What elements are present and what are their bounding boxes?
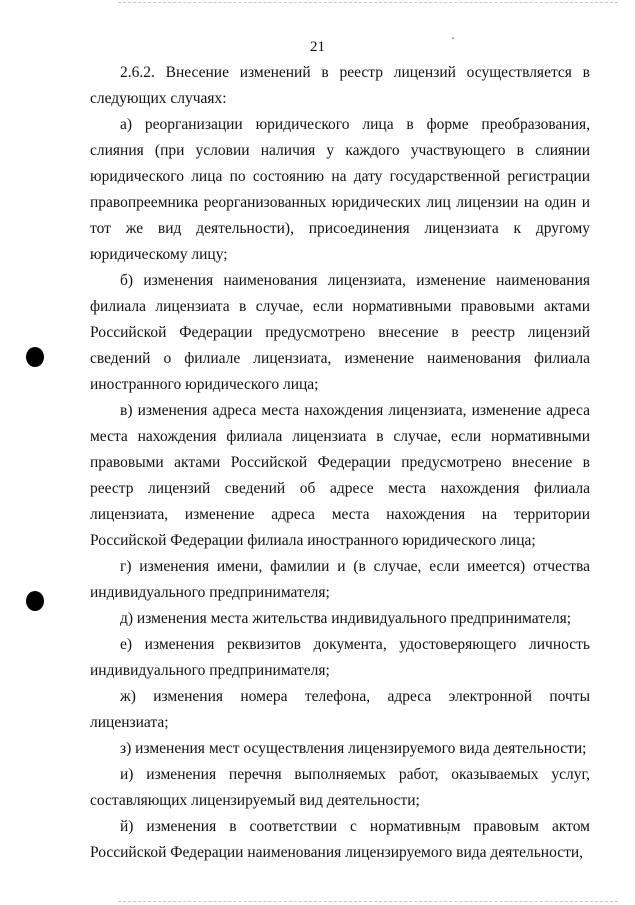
punch-hole-mark xyxy=(26,591,44,611)
page-number: 21 xyxy=(310,39,325,55)
paragraph-item-zh: ж) изменения номера телефона, адреса электронной почты лицензиата; xyxy=(90,688,590,731)
paragraph-item-a: а) реорганизации юридического лица в форме преобразования, слияния (при условии наличия у каждого участвующего в слиянии юридического лица по состоянию на дату государственной регистрации правопреемника реорганизованных юридических лиц лицензии на один и тот же вид деятельности), присоединения лицензиата к другому юридическому лицу; xyxy=(90,116,590,263)
page-top-edge xyxy=(118,2,618,3)
paragraph-item-v: в) изменения адреса места нахождения лицензиата, изменение адреса места нахождения филиала лицензиата в случае, если нормативными правовыми актами Российской Федерации предусмотрено внесение в реестр лицензий сведений об адресе места нахождения филиала лицензиата, изменение адреса места нахождения на территории Российской Федерации филиала иностранного юридического лица; xyxy=(90,402,590,549)
paragraph-item-b: б) изменения наименования лицензиата, изменение наименования филиала лицензиата в случае, если нормативными правовыми актами Российской Федерации предусмотрено внесение в реестр лицензий сведений о филиале лицензиата, изменение наименования филиала иностранного юридического лица; xyxy=(90,272,590,393)
punch-hole-mark xyxy=(26,347,44,367)
paragraph-item-e: е) изменения реквизитов документа, удостоверяющего личность индивидуального предпринимателя; xyxy=(90,636,590,679)
scan-speck xyxy=(452,37,454,39)
body-text xyxy=(90,60,590,866)
paragraph-item-d: д) изменения места жительства индивидуального предпринимателя; xyxy=(120,610,572,627)
paragraph-2-6-2: 2.6.2. Внесение изменений в реестр лицензий осуществляется в следующих случаях: xyxy=(90,64,590,107)
paragraph-item-z: з) изменения мест осуществления лицензируемого вида деятельности; xyxy=(120,740,587,757)
paragraph-item-g: г) изменения имени, фамилии и (в случае, если имеется) отчества индивидуального предпринимателя; xyxy=(90,558,590,601)
page-bottom-edge xyxy=(118,901,618,902)
paragraph-item-i-kratkoe: й) изменения в соответствии с нормативным правовым актом Российской Федерации наименования лицензируемого вида деятельности, xyxy=(90,818,590,861)
paragraph-item-i: и) изменения перечня выполняемых работ, оказываемых услуг, составляющих лицензируемый вид деятельности; xyxy=(90,766,590,809)
